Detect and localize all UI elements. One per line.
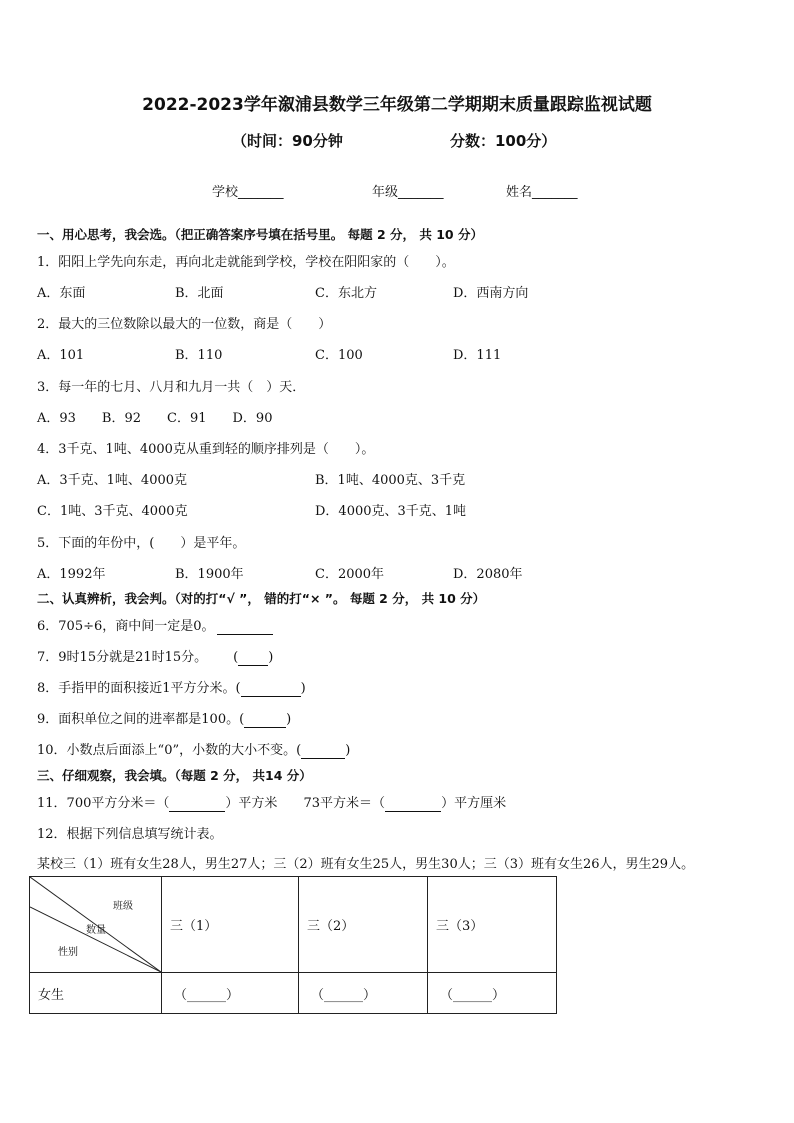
q2-option-d[interactable]: D．111 (453, 348, 502, 363)
exam-time: （时间：90分钟 (232, 132, 343, 150)
question-6-text: 6．705÷6，商中间一定是0。 (37, 619, 215, 634)
q4-option-c[interactable]: C．1吨、3千克、4000克 (37, 504, 188, 519)
q11-part2: 73平方米＝（ (303, 796, 386, 811)
q1-option-b[interactable]: B．北面 (175, 286, 224, 301)
q5-option-b[interactable]: B．1900年 (175, 567, 244, 582)
q2-option-b[interactable]: B．110 (175, 348, 223, 363)
corner-label-class: 班级 (113, 901, 133, 912)
q2-option-a[interactable]: A．101 (37, 348, 85, 363)
q4-option-b[interactable]: B．1吨、4000克、3千克 (315, 473, 466, 488)
page-title: 2022-2023学年溆浦县数学三年级第二学期期末质量跟踪监视试题 (142, 95, 652, 115)
question-3: 3．每一年的七月、八月和九月一共（ ）天． (37, 380, 306, 395)
q7-answer-blank[interactable]: ( ) (233, 650, 274, 665)
question-9 (37, 708, 291, 728)
corner-label-gender: 性别 (58, 947, 78, 958)
exam-score: 分数：100分） (450, 132, 557, 150)
section-1-heading: 一、用心思考，我会选。（把正确答案序号填在括号里。 每题 2 分， 共 10 分） (37, 227, 483, 242)
question-11 (37, 792, 506, 812)
question-12-info: 某校三（1）班有女生28人，男生27人；三（2）班有女生25人，男生30人；三（3）班有女生26人，男生29人。 (37, 857, 695, 872)
q8-answer-blank[interactable]: ( ) (235, 681, 306, 696)
question-7-text: 7．9时15分就是21时15分。 (37, 650, 208, 665)
q5-option-d[interactable]: D．2080年 (453, 567, 523, 582)
q1-option-a[interactable]: A．东面 (37, 286, 86, 301)
q11-blank-1[interactable] (169, 796, 225, 812)
header-class-2: 三（2） (299, 877, 428, 973)
table-corner-cell (30, 877, 162, 973)
question-2: 2．最大的三位数除以最大的一位数，商是（ ） (37, 317, 332, 332)
q4-option-a[interactable]: A．3千克、1吨、4000克 (37, 473, 188, 488)
q5-option-c[interactable]: C．2000年 (315, 567, 385, 582)
section-2-heading: 二、认真辨析，我会判。（对的打“√ ”， 错的打“× ”。 每题 2 分， 共 10 分） (37, 591, 486, 606)
question-7 (37, 646, 273, 666)
row-label-girls: 女生 (30, 973, 162, 1014)
question-8 (37, 677, 306, 697)
grade-field[interactable]: 年级_______ (372, 185, 444, 200)
q2-option-c[interactable]: C．100 (315, 348, 363, 363)
question-10-text: 10．小数点后面添上“0”，小数的大小不变。 (37, 743, 297, 758)
q5-option-a[interactable]: A．1992年 (37, 567, 106, 582)
question-5: 5．下面的年份中，( ）是平年。 (37, 536, 246, 551)
q6-answer-blank[interactable] (217, 619, 273, 635)
q4-option-d[interactable]: D．4000克、3千克、1吨 (315, 504, 467, 519)
q11-part1-end: ）平方米 (225, 796, 278, 811)
question-9-text: 9．面积单位之间的进率都是100。 (37, 712, 240, 727)
q3-options[interactable]: A．93 B．92 C．91 D．90 (37, 411, 273, 426)
q9-answer-blank[interactable]: ( ) (239, 712, 292, 727)
q11-part2-end: ）平方厘米 (441, 796, 507, 811)
section-3-heading: 三、仔细观察，我会填。（每题 2 分， 共14 分） (37, 768, 312, 783)
q1-option-c[interactable]: C．东北方 (315, 286, 377, 301)
question-4: 4．3千克、1吨、4000克从重到轻的顺序排列是（ ）。 (37, 442, 375, 457)
girls-class-2-blank[interactable]: （______） (299, 973, 428, 1014)
question-6 (37, 615, 273, 635)
question-1: 1．阳阳上学先向东走，再向北走就能到学校，学校在阳阳家的（ ）。 (37, 255, 455, 270)
q1-option-d[interactable]: D．西南方向 (453, 286, 529, 301)
q11-part1: 11．700平方分米＝（ (37, 796, 170, 811)
q11-blank-2[interactable] (385, 796, 441, 812)
corner-label-count: 数量 (86, 925, 106, 936)
header-class-1: 三（1） (162, 877, 299, 973)
statistics-table (29, 876, 557, 1014)
girls-class-3-blank[interactable]: （______） (428, 973, 557, 1014)
question-10 (37, 739, 350, 759)
question-12: 12．根据下列信息填写统计表。 (37, 827, 223, 842)
question-8-text: 8．手指甲的面积接近1平方分米。 (37, 681, 236, 696)
girls-class-1-blank[interactable]: （______） (162, 973, 299, 1014)
header-class-3: 三（3） (428, 877, 557, 973)
school-field[interactable]: 学校_______ (212, 185, 284, 200)
q10-answer-blank[interactable]: ( ) (296, 743, 351, 758)
name-field[interactable]: 姓名_______ (506, 185, 578, 200)
